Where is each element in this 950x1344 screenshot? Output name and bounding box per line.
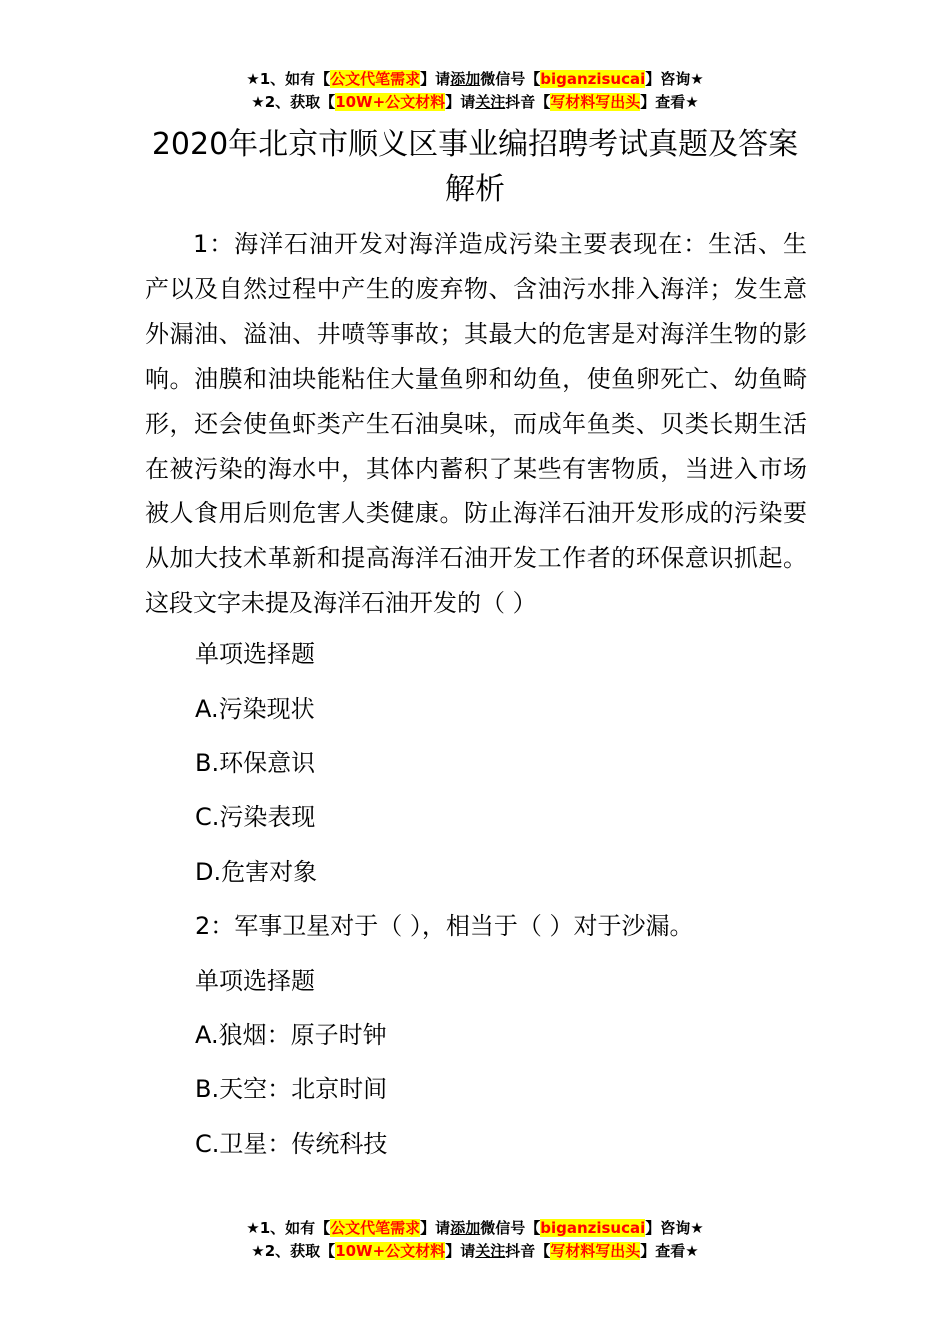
banner-text: 】请	[420, 1219, 451, 1237]
banner-underlined: 添加	[450, 1219, 481, 1237]
banner-text: 】查看★	[640, 93, 699, 111]
banner-text: 抖音【	[505, 1242, 551, 1260]
document-body	[145, 222, 807, 1181]
question-1-type: 单项选择题	[195, 640, 315, 669]
question-1-option-a: A.污染现状	[195, 694, 315, 723]
banner-text: 】请	[420, 70, 451, 88]
banner-text: ★2、获取【	[251, 93, 336, 111]
banner-highlight: 写材料写出头	[550, 1242, 641, 1260]
banner-highlight: 公文代笔需求	[330, 1219, 421, 1237]
banner-text: 】查看★	[640, 1242, 699, 1260]
banner-highlight: 公文代笔需求	[330, 70, 421, 88]
banner-text: 抖音【	[505, 93, 551, 111]
banner-text: 微信号【	[480, 1219, 541, 1237]
footer-banner	[0, 1217, 950, 1263]
banner-highlight: 10W+公文材料	[335, 93, 446, 111]
question-1-option-d: D.危害对象	[195, 857, 318, 886]
banner-text: 】请	[445, 93, 476, 111]
banner-underlined: 关注	[475, 1242, 506, 1260]
banner-text: 】请	[445, 1242, 476, 1260]
question-2-text: 2：军事卫星对于（ ），相当于（ ）对于沙漏。	[195, 912, 694, 941]
banner-text: ★1、如有【	[246, 1219, 331, 1237]
banner-text: ★2、获取【	[251, 1242, 336, 1260]
banner-text: 微信号【	[480, 70, 541, 88]
question-2-option-a: A.狼烟：原子时钟	[195, 1020, 387, 1049]
banner-text: ★1、如有【	[246, 70, 331, 88]
question-1-option-c: C.污染表现	[195, 803, 316, 832]
question-1-option-b: B.环保意识	[195, 748, 316, 777]
banner-line-2	[0, 1240, 950, 1263]
banner-line-1	[0, 1217, 950, 1240]
banner-underlined: 关注	[475, 93, 506, 111]
question-1-text: 1：海洋石油开发对海洋造成污染主要表现在：生活、生产以及自然过程中产生的废弃物、含油污水排入海洋；发生意外漏油、溢油、井喷等事故；其最大的危害是对海洋生物的影响。油膜和油块能粘住大量鱼卵和幼鱼，使鱼卵死亡、幼鱼畸形，还会使鱼虾类产生石油臭味，而成年鱼类、贝类长期生活在被污染的海水中，其体内蓄积了某些有害物质，当进入市场被人食用后则危害人类健康。防止海洋石油开发形成的污染要从加大技术革新和提高海洋石油开发工作者的环保意识抓起。这段文字未提及海洋石油开发的（ ）	[145, 230, 807, 618]
banner-highlight: 10W+公文材料	[335, 1242, 446, 1260]
document-title: 2020年北京市顺义区事业编招聘考试真题及答案解析	[151, 127, 799, 207]
banner-highlight: 写材料写出头	[550, 93, 641, 111]
banner-underlined: 添加	[450, 70, 481, 88]
banner-line-1	[0, 68, 950, 91]
question-2-type: 单项选择题	[195, 966, 315, 995]
question-2-option-c: C.卫星：传统科技	[195, 1129, 388, 1158]
header-banner	[0, 68, 950, 114]
banner-line-2	[0, 91, 950, 114]
banner-text: 】咨询★	[645, 1219, 704, 1237]
banner-highlight: biganzisucai	[540, 1219, 646, 1237]
question-2-option-b: B.天空：北京时间	[195, 1075, 388, 1104]
banner-text: 】咨询★	[645, 70, 704, 88]
banner-highlight: biganzisucai	[540, 70, 646, 88]
